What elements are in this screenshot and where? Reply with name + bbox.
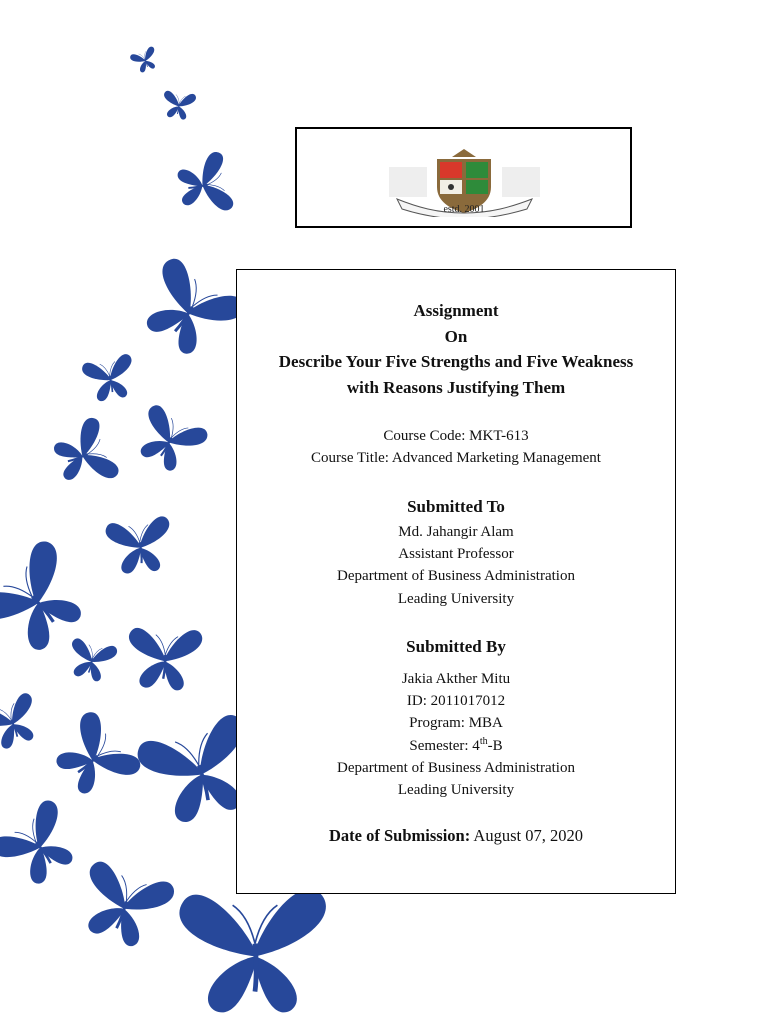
- butterfly-icon: [0, 537, 100, 667]
- cover-panel: [236, 269, 676, 894]
- submitted-by-details: [237, 668, 675, 801]
- course-info: [237, 425, 675, 469]
- butterfly-icon: [160, 89, 196, 121]
- logo-text: estd. 2001: [443, 204, 485, 215]
- assignment-title: [237, 298, 675, 400]
- title-line: On: [444, 326, 468, 346]
- course-title: Course Title: Advanced Marketing Management: [311, 450, 601, 466]
- title-line: with Reasons Justifying Them: [346, 377, 566, 397]
- butterfly-icon: [48, 415, 121, 494]
- butterfly-icon: [128, 400, 210, 479]
- butterfly-icon: [125, 624, 203, 692]
- submitted-by-heading: Submitted By: [406, 637, 506, 656]
- university-logo: [377, 147, 552, 217]
- butterfly-icon: [175, 150, 235, 217]
- butterfly-icon: [0, 797, 88, 895]
- student-university: Leading University: [397, 782, 515, 799]
- butterfly-icon: [44, 707, 144, 809]
- student-id: ID: 2011017012: [406, 693, 506, 710]
- semester-sup: th: [479, 735, 488, 747]
- butterfly-icon: [0, 692, 45, 754]
- student-program: Program: MBA: [409, 715, 503, 732]
- butterfly-icon: [70, 856, 177, 954]
- course-code: Course Code: MKT-613: [383, 428, 529, 444]
- supervisor-university: Leading University: [397, 590, 515, 607]
- butterfly-icon: [64, 636, 118, 685]
- student-name: Jakia Akther Mitu: [401, 671, 511, 687]
- semester-suffix: -B: [487, 737, 503, 754]
- submitted-to-heading: Submitted To: [407, 497, 505, 516]
- logo-frame: [295, 127, 632, 228]
- submission-date: [237, 826, 675, 846]
- date-label: Date of Submission:: [329, 826, 471, 845]
- butterfly-icon: [105, 516, 174, 575]
- butterfly-icon: [81, 353, 138, 403]
- supervisor-designation: Assistant Professor: [398, 546, 514, 563]
- title-line: Assignment: [413, 301, 499, 320]
- title-line: Describe Your Five Strengths and Five Weakness: [278, 352, 634, 371]
- student-department: Department of Business Administration: [337, 759, 575, 776]
- student-semester: [237, 735, 675, 757]
- submitted-to-details: [237, 521, 675, 610]
- butterfly-icon: [179, 889, 325, 1012]
- butterfly-icon: [129, 252, 248, 368]
- semester-prefix: Semester: 4: [409, 737, 480, 754]
- supervisor-department: Department of Business Administration: [337, 568, 575, 585]
- butterfly-icon: [129, 46, 160, 75]
- supervisor-name: Md. Jahangir Alam: [398, 524, 514, 540]
- date-value: August 07, 2020: [473, 826, 583, 845]
